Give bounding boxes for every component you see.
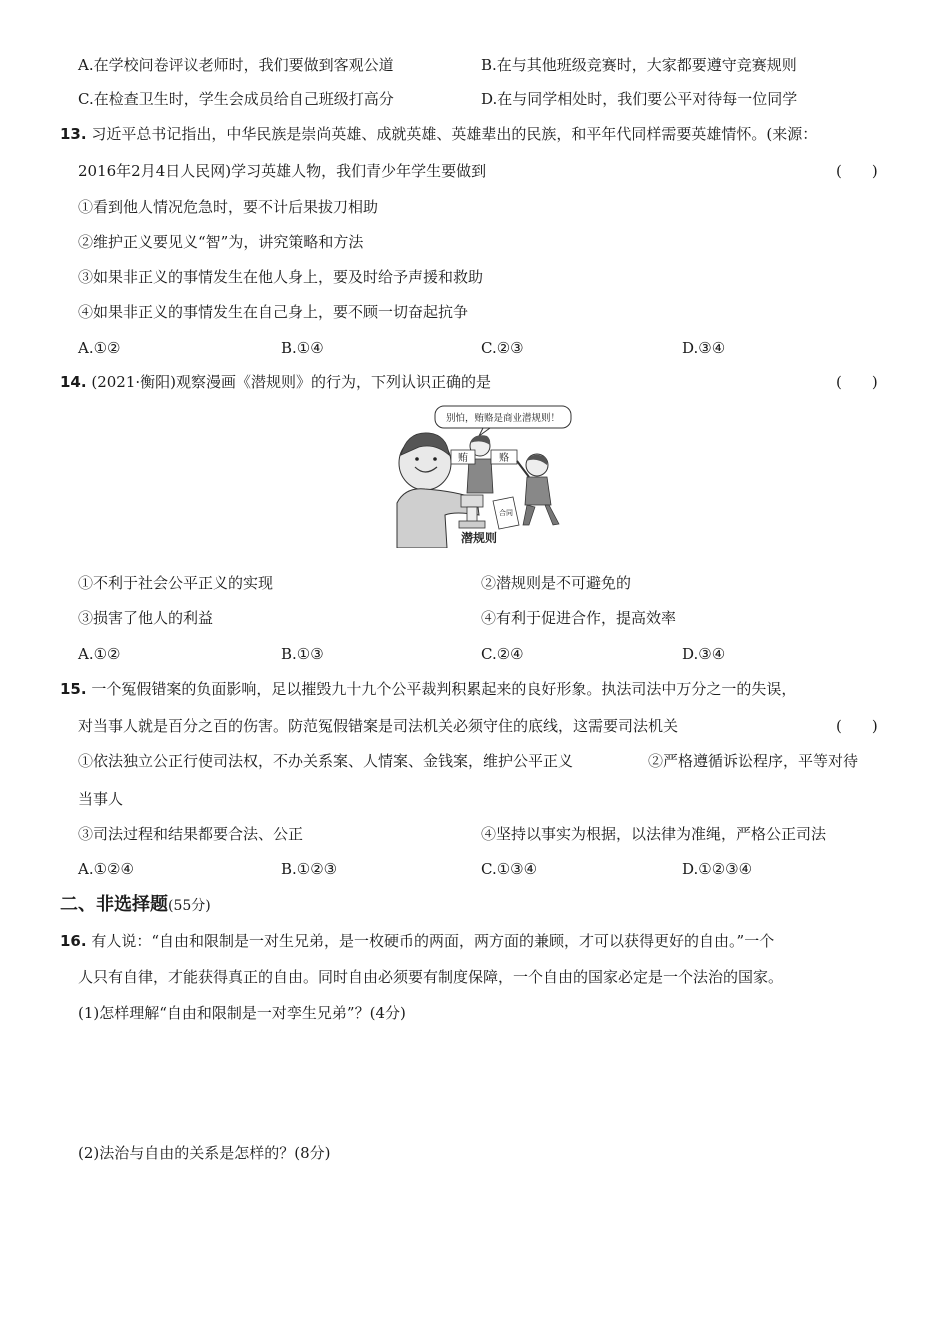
q14-option-c: C.②④ — [481, 645, 524, 663]
question-text: 一个冤假错案的负面影响，足以摧毁九十九个公平裁判积累起来的良好形象。执法司法中万分之一的失误， — [91, 680, 797, 698]
question-number: 16. — [60, 932, 87, 950]
q12-option-d: D.在与同学相处时，我们要公平对待每一位同学 — [481, 90, 798, 108]
contract-text: 合同 — [499, 509, 513, 517]
question-16-stem-cont: 人只有自律，才能获得真正的自由。同时自由必须要有制度保障，一个自由的国家必定是一个法治的国家。 — [78, 968, 784, 986]
q12-option-b: B.在与其他班级竞赛时，大家都要遵守竞赛规则 — [481, 56, 797, 74]
section-heading — [60, 893, 211, 918]
q13-statement-2: ②维护正义要见义“智”为，讲究策略和方法 — [78, 233, 364, 251]
q15-option-c: C.①③④ — [481, 860, 538, 878]
q15-statement-2-cont: 当事人 — [78, 790, 124, 808]
q13-statement-4: ④如果非正义的事情发生在自己身上，要不顾一切奋起抗争 — [78, 303, 469, 321]
sign-left-text: 贿 — [458, 453, 468, 464]
question-15-stem — [60, 679, 796, 699]
question-14-stem — [60, 372, 491, 392]
question-number: 13. — [60, 125, 87, 143]
answer-bracket: ( ) — [836, 373, 878, 391]
question-text: (2021·衡阳)观察漫画《潜规则》的行为，下列认识正确的是 — [91, 373, 492, 391]
q13-option-b: B.①④ — [281, 339, 324, 357]
q14-statement-3: ③损害了他人的利益 — [78, 609, 214, 627]
q16-subquestion-1: (1)怎样理解“自由和限制是一对孪生兄弟”？(4分) — [78, 1004, 406, 1022]
q15-statement-1: ①依法独立公正行使司法权，不办关系案、人情案、金钱案，维护公平正义 — [78, 752, 574, 770]
q15-statement-4: ④坚持以事实为根据，以法律为准绳，严格公正司法 — [481, 825, 827, 843]
q13-option-c: C.②③ — [481, 339, 524, 357]
question-text: 有人说：“自由和限制是一对生兄弟，是一枚硬币的两面，两方面的兼顾，才可以获得更好的自由。”一个 — [91, 932, 775, 950]
question-16-stem — [60, 931, 774, 951]
question-number: 15. — [60, 680, 87, 698]
q14-option-d: D.③④ — [682, 645, 726, 663]
q13-statement-1: ①看到他人情况危急时，要不计后果拔刀相助 — [78, 198, 379, 216]
q15-statement-2: ②严格遵循诉讼程序，平等对待 — [648, 752, 859, 770]
question-text: 习近平总书记指出，中华民族是崇尚英雄、成就英雄、英雄辈出的民族，和平年代同样需要英雄情怀。(来源： — [91, 125, 818, 143]
question-13-stem-cont: 2016年2月4日人民网)学习英雄人物，我们青少年学生要做到 — [78, 162, 487, 180]
q14-statement-2: ②潜规则是不可避免的 — [481, 574, 632, 592]
bubble-text: 别怕，贿赂是商业潜规则！ — [445, 413, 561, 424]
question-13-stem — [60, 124, 817, 144]
q14-option-b: B.①③ — [281, 645, 324, 663]
answer-bracket: ( ) — [836, 162, 878, 180]
q15-option-b: B.①②③ — [281, 860, 338, 878]
q15-option-a: A.①②④ — [78, 860, 134, 878]
comic-illustration — [395, 403, 575, 548]
q14-statement-4: ④有利于促进合作，提高效率 — [481, 609, 677, 627]
q15-statement-3: ③司法过程和结果都要合法、公正 — [78, 825, 304, 843]
comic-caption: 潜规则 — [460, 531, 498, 545]
section-title: 二、非选择题 — [60, 894, 168, 915]
q13-option-a: A.①② — [78, 339, 121, 357]
q12-option-c: C.在检查卫生时，学生会成员给自己班级打高分 — [78, 90, 394, 108]
q14-option-a: A.①② — [78, 645, 121, 663]
answer-bracket: ( ) — [836, 717, 878, 735]
q15-option-d: D.①②③④ — [682, 860, 753, 878]
q14-statement-1: ①不利于社会公平正义的实现 — [78, 574, 274, 592]
question-number: 14. — [60, 373, 87, 391]
section-score: (55分) — [168, 898, 211, 914]
q16-subquestion-2: (2)法治与自由的关系是怎样的？(8分) — [78, 1144, 331, 1162]
sign-right-text: 赂 — [499, 453, 509, 464]
q13-statement-3: ③如果非正义的事情发生在他人身上，要及时给予声援和救助 — [78, 268, 484, 286]
q12-option-a: A.在学校问卷评议老师时，我们要做到客观公道 — [78, 56, 394, 74]
question-15-stem-cont: 对当事人就是百分之百的伤害。防范冤假错案是司法机关必须守住的底线，这需要司法机关 — [78, 717, 679, 735]
q13-option-d: D.③④ — [682, 339, 726, 357]
